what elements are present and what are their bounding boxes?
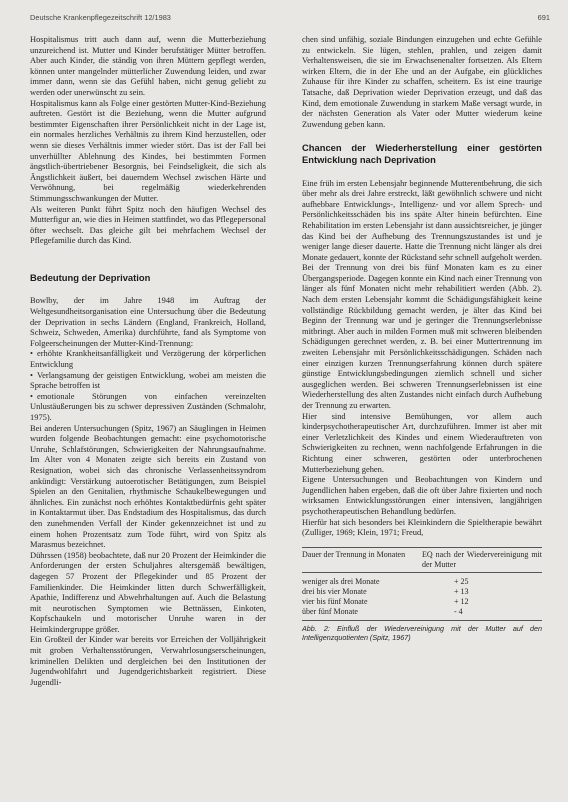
paragraph: Bei anderen Untersuchungen (Spitz, 1967) an Säuglingen in Heimen wurden folgende Beobachtungen gemacht: eine psychomotorische Unruhe, Schlafstörungen, Schwierigkeiten der Nahrungsaufnahme. Im Alter von 4 Monaten zeigte sich bereits ein Zustand von Resignation, wobei sich das chronische Verlassenheitssyndrom ankündigt: Verstärkung autoerotischer Betätigungen, zum Beispiel Spielen an den Genitalien, rhythmische Schaukelbewegungen und ähnliches. Ein zunächst noch erhöhtes Kontaktbedürfnis geht später in Kontaktarmut über. Das Endstadium des Hospitalismus, das durch den zunehmenden Verfall der Kinder gekennzeichnet ist und zu einem hohen Prozentsatz zum Tode führt, wird von Spitz als Marasmus bezeichnet. <box>30 422 266 550</box>
table-cell-eq: + 25 <box>454 577 469 587</box>
bullet-item <box>30 348 266 369</box>
bullet-icon: • <box>30 369 33 380</box>
table-row <box>302 607 542 617</box>
section-heading: Chancen der Wiederherstellung einer gestörten Entwicklung nach Deprivation <box>302 142 542 165</box>
paragraph: Eigene Untersuchungen und Beobachtungen von Kindern und Jugendlichen haben ergeben, daß die oft über Jahre fixierten und noch wirksamen Entwicklungsstörungen einer intensiven, langjährigen psychotherapeutischen Behandlung bedürfen. <box>302 474 542 516</box>
table-row <box>302 597 542 607</box>
table-cell-duration: über fünf Monate <box>302 607 358 617</box>
paragraph: Als weiteren Punkt führt Spitz noch den häufigen Wechsel des Mutterfigur an, wie dies in Heimen stattfindet, wo das Pflegepersonal öfter wechselt. Das gleiche gilt bei mehrfachem Wechsel der Pflegefamilie durch das Kind. <box>30 203 266 246</box>
bullet-text: emotionale Störungen von einfachen vereinzelten Unlustäußerungen bis zu schwer depressiven Zuständen (Schmalohr, 1975). <box>30 390 266 422</box>
table-cell-duration: drei bis vier Monate <box>302 587 367 597</box>
table-cell-eq: + 12 <box>454 597 469 607</box>
bullet-text: Verlangsamung der geistigen Entwicklung, wobei am meisten die Sprache betroffen ist <box>30 369 266 391</box>
paragraph: Hospitalismus tritt auch dann auf, wenn die Mutterbeziehung unzureichend ist. Mutter und Kinder berufstätiger Mütter betroffen. Aber auch Kinder, die ständig von ihren Müttern gepflegt werden, können unter mangelnder mütterlicher Zuwendung leiden, und zwar immer dann, wenn sie das Gefühl haben, nicht genug geliebt zu werden oder unerwünscht zu sein. <box>30 34 266 97</box>
paragraph: Hier sind intensive Bemühungen, vor allem auch kinderpsychotherapeutischer Art, durchzuführen. Immer ist aber mit einer Verletzlichkeit des Kindes und einem Wiederauftreten von Schwierigkeiten zu rechnen, wenn nachfolgende Erfahrungen in die Richtung einer schweren, gestörten oder unterbrochenen Mutterbeziehung gehen. <box>302 410 542 474</box>
table-cell-eq: + 13 <box>454 587 469 597</box>
table-row <box>302 577 542 587</box>
figure-caption: Abb. 2: Einfluß der Wiedervereinigung mit der Mutter auf den Intelligenzquotienten (Spitz, 1967) <box>302 624 542 643</box>
table-body <box>302 573 542 621</box>
section-heading: Bedeutung der Deprivation <box>30 271 151 283</box>
table-cell-eq: - 4 <box>454 607 463 617</box>
paragraph: chen sind unfähig, soziale Bindungen einzugehen und echte Gefühle zu entwickeln. Sie lügen, stehlen, prahlen, und zeigen damit Verhaltensweisen, die sie im Erwachsenenalter fortsetzen. Als Eltern wirken Eltern, die in der Ehe und an der Aufgabe, ein glückliches Zuhause für ihre Kinder zu schaffen, scheitern. Es ist eine traurige Tatsache, daß Deprivation wieder Deprivation erzeugt, und daß das Kind, dem emotionale Zuwendung in starkem Maße versagt wurde, in der nächsten Generation als Vater oder Mutter wiederum keine Zuwendung geben kann. <box>302 34 542 129</box>
running-head <box>30 13 550 22</box>
table-cell-duration: vier bis fünf Monate <box>302 597 368 607</box>
table-header <box>302 548 542 574</box>
page-number: 691 <box>537 13 550 22</box>
bullet-icon: • <box>30 390 33 401</box>
paragraph: Dührssen (1958) beobachtete, daß nur 20 Prozent der Heimkinder die Anforderungen der ersten Schuljahres altersgemäß bewältigen, dagegen 57 Prozent der Pflegekinder und 85 Prozent der Familienkinder. Die Heimkinder litten durch Schwerfälligkeit, Apathie, Indifferenz und Abwehrhaltungen auf. Auch die Belastung mit neurotischen Symptomen wie Bettnässen, Einkoten, Kopfschaukeln und motorischer Unruhe waren in der Heimkindergruppe größer. <box>30 549 266 634</box>
bullet-icon: • <box>30 348 33 359</box>
paragraph: Bowlby, der im Jahre 1948 im Auftrag der Weltgesundheitsorganisation eine Untersuchung über die Bedeutung der Deprivation in sechs Ländern (England, Frankreich, Holland, Schweiz, Schweden, Amerika) durchführte, fand als Symptome von Folgeerscheinungen der Mutter-Kind-Trennung: <box>30 295 266 348</box>
table-cell-duration: weniger als drei Monate <box>302 577 380 587</box>
paragraph: Hospitalismus kann als Folge einer gestörten Mutter-Kind-Beziehung auftreten. Gestört ist die Beziehung, wenn die Mutter aufgrund bestimmter Eigenschaften ihrer Persönlichkeit nicht in der Lage ist, ein normales herzliches Verhältnis zu ihrem Kind herzustellen, oder wenn sie dieses Verhältnis immer wieder stört. Das ist der Fall bei unverhüllter Ablehnung des Kindes, bei bestimmten Formen ängstlich-übertriebener Besorgnis, bei Feindseligkeit, die sich als Ängstlichkeit äußert, bei dauerndem Wechsel zwischen Härte und Verwöhnung, bei regelmäßig wiederkehrenden Stimmungsschwankungen der Mutter. <box>30 97 266 203</box>
bullet-item <box>30 391 266 423</box>
bullet-text: erhöhte Krankheitsanfälligkeit und Verzögerung der körperlichen Entwicklung <box>30 348 266 370</box>
paragraph: Ein Großteil der Kinder war bereits vor Erreichen der Volljährigkeit mit groben Verhaltensstörungen, Verwahrlosungserscheinungen, kriminellen Delikten und dergleichen bei den Institutionen der Jugendwohlfahrt und Jugendgerichtsbarkeit registriert. Diese Jugendli- <box>30 634 266 687</box>
eq-table <box>302 547 542 643</box>
table-header-eq: EQ nach der Wiedervereinigung mit der Mutter <box>422 549 542 569</box>
left-column <box>30 34 266 687</box>
table-header-duration: Dauer der Trennung in Monaten <box>302 549 406 559</box>
bullet-item <box>30 370 266 391</box>
paragraph: Eine früh im ersten Lebensjahr beginnende Mutterentbehrung, die sich über mehr als drei Jahre erstreckt, läßt gewöhnlich schwere und nicht aufhebbare Entwicklungs-, Intelligenz- und vor allem Sprech- und Persönlichkeitsschäden bis ins späte Alter hinein befürchten. Eine Rehabilitation im ersten Lebensjahr ist dann aussichtsreicher, je jünger das Kind bei der Aufhebung des Trennungszustandes ist und je weniger lange dieser dauerte. Hatte die Trennung nicht länger als drei Monate gedauert, konnte der Rückstand sehr schnell aufgeholt werden. Bei der Trennung von drei bis fünf Monaten kam es zu einer Übergangsperiode. Dagegen konnte ein Kind nach einer Trennung von länger als fünf Monaten nicht mehr rehabilitiert werden (Abb. 2). Nach dem ersten Lebensjahr kommt die Schädigungsfähigkeit keine vollständige Rückbildung gemacht werden, je älter das Kind bei Beginn der Trennung war und je geringer die Trennungserlebnisse mitbringt. Aber auch in milden Formen muß mit schweren bleibenden Schädigungen gerechnet werden, z. B. bei einer Muttertrennung im zweiten Lebensjahr mit Persönlichkeitsschädigungen. Schäden nach einer einzigen kurzen Trennungserfahrung können durch spätere günstige Entwicklungsbedingungen ziemlich schnell und sicher ausgeglichen werden. Bei schweren Trennungserlebnissen ist eine Wiederherstellung des alten Zustandes nicht einfach durch Aufhebung der Trennung zu erwarten. <box>302 177 542 410</box>
table-row <box>302 587 542 597</box>
paragraph: Hierfür hat sich besonders bei Kleinkindern die Spieltherapie bewährt (Zulliger, 1969; Klein, 1971; Freud, <box>302 516 542 538</box>
right-column <box>302 34 542 642</box>
journal-title: Deutsche Krankenpflegezeitschrift 12/1983 <box>30 13 171 22</box>
